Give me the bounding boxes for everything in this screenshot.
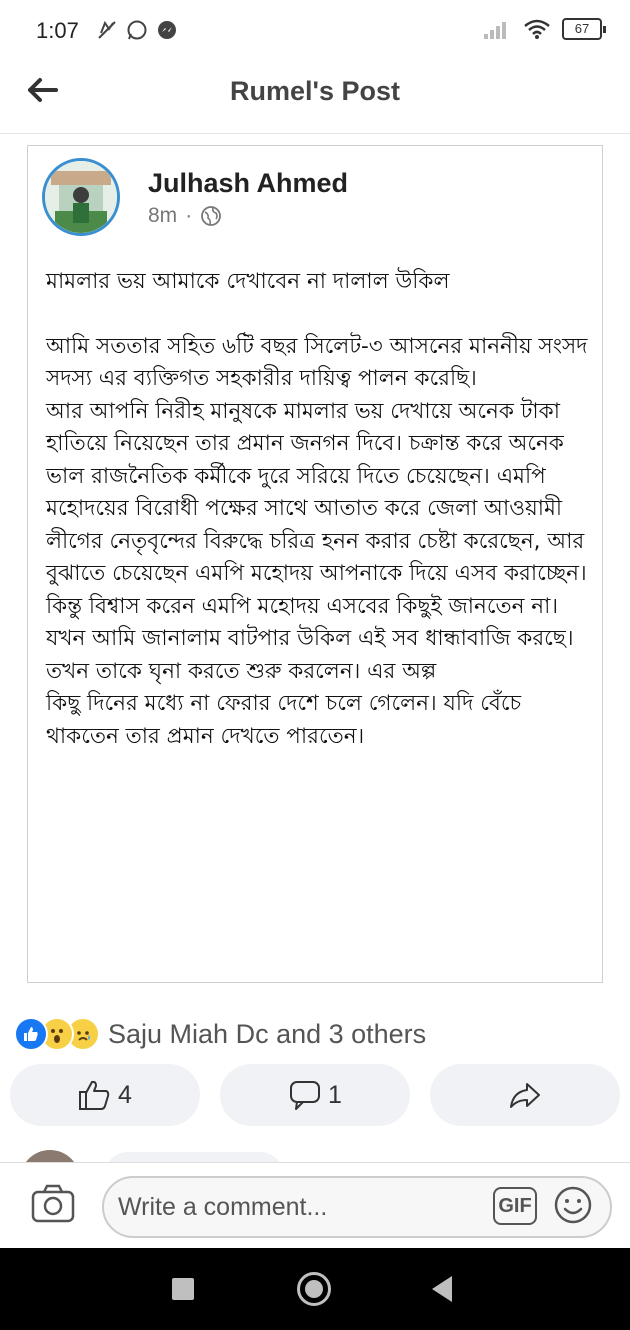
signal-icon bbox=[482, 19, 512, 39]
nav-back-icon[interactable] bbox=[432, 1276, 452, 1302]
page-header bbox=[0, 62, 630, 134]
wifi-icon bbox=[524, 19, 550, 39]
paragraph-gap bbox=[46, 299, 591, 331]
home-icon[interactable] bbox=[297, 1272, 331, 1306]
recents-icon[interactable] bbox=[172, 1278, 194, 1300]
gif-icon[interactable]: GIF bbox=[493, 1187, 537, 1225]
mute-icon bbox=[96, 19, 118, 41]
post-paragraph: আমি সততার সহিত ৬টি বছর সিলেট-৩ আসনের মাননীয় সংসদ সদস্য এর ব্যক্তিগত সহকারীর দায়িত্ব পালন করেছি। bbox=[46, 333, 588, 391]
status-time: 1:07 bbox=[36, 18, 79, 43]
reactions-summary[interactable] bbox=[14, 1016, 426, 1052]
post-meta bbox=[148, 204, 222, 228]
system-nav-bar bbox=[0, 1248, 630, 1330]
post-time: 8m bbox=[148, 204, 178, 227]
whatsapp-icon bbox=[126, 19, 148, 41]
comment-icon bbox=[288, 1079, 322, 1111]
battery-indicator: 67 bbox=[562, 18, 602, 40]
like-count: 4 bbox=[118, 1080, 132, 1109]
share-icon bbox=[508, 1080, 542, 1110]
notification-icons bbox=[96, 19, 178, 41]
reactions-text[interactable]: Saju Miah Dc and 3 others bbox=[108, 1018, 427, 1049]
post-text bbox=[46, 266, 591, 753]
comment-composer bbox=[0, 1162, 630, 1248]
share-button[interactable] bbox=[430, 1064, 620, 1126]
camera-icon[interactable] bbox=[30, 1183, 76, 1225]
comment-button[interactable] bbox=[220, 1064, 410, 1126]
meta-separator: · bbox=[185, 204, 193, 227]
post-card bbox=[27, 145, 603, 983]
globe-icon bbox=[200, 205, 222, 227]
thumbs-up-icon bbox=[78, 1079, 112, 1111]
post-actions bbox=[10, 1064, 620, 1126]
avatar-image bbox=[45, 161, 117, 233]
comment-count: 1 bbox=[328, 1080, 342, 1109]
post-paragraph: আর আপনি নিরীহ মানুষকে মামলার ভয় দেখায়ে অনেক টাকা হাতিয়ে নিয়েছেন তার প্রমান জনগন দিবে। চক্রান্ত করে অনেক ভাল রাজনৈতিক কর্মীকে দুরে সরিয়ে দিতে চেয়েছেন। এমপি মহোদয়ের বিরোধী পক্ষের সাথে আতাত করে জেলা আওয়ামী লীগের নেতৃবৃন্দের বিরুদ্ধে চরিত্র হনন করার চেষ্টা করেছেন, আর বুঝাতে চেয়েছেন এমপি মহোদয় আপনাকে দিয়ে এসব করাচ্ছেন। কিন্তু বিশ্বাস করেন এমপি মহোদয় এসবের কিছুই জানতেন না। যখন আমি জানালাম বাটপার উকিল এই সব ধান্ধাবাজি করছে। তখন তাকে ঘৃনা করতে শুরু করলেন। এর অল্প bbox=[46, 398, 587, 684]
emoji-icon[interactable] bbox=[553, 1185, 593, 1225]
page-title: Rumel's Post bbox=[230, 76, 400, 106]
like-reaction-icon bbox=[14, 1017, 48, 1051]
post-paragraph: কিছু দিনের মধ্যে না ফেরার দেশে চলে গেলেন। যদি বেঁচে থাকতেন তার প্রমান দেখতে পারতেন। bbox=[46, 691, 522, 749]
author-avatar[interactable] bbox=[42, 158, 120, 236]
post-paragraph: মামলার ভয় আমাকে দেখাবেন না দালাল উকিল bbox=[46, 269, 450, 294]
like-button[interactable] bbox=[10, 1064, 200, 1126]
messenger-icon bbox=[156, 19, 178, 41]
status-bar bbox=[0, 0, 630, 62]
author-name[interactable]: Julhash Ahmed bbox=[148, 168, 349, 198]
